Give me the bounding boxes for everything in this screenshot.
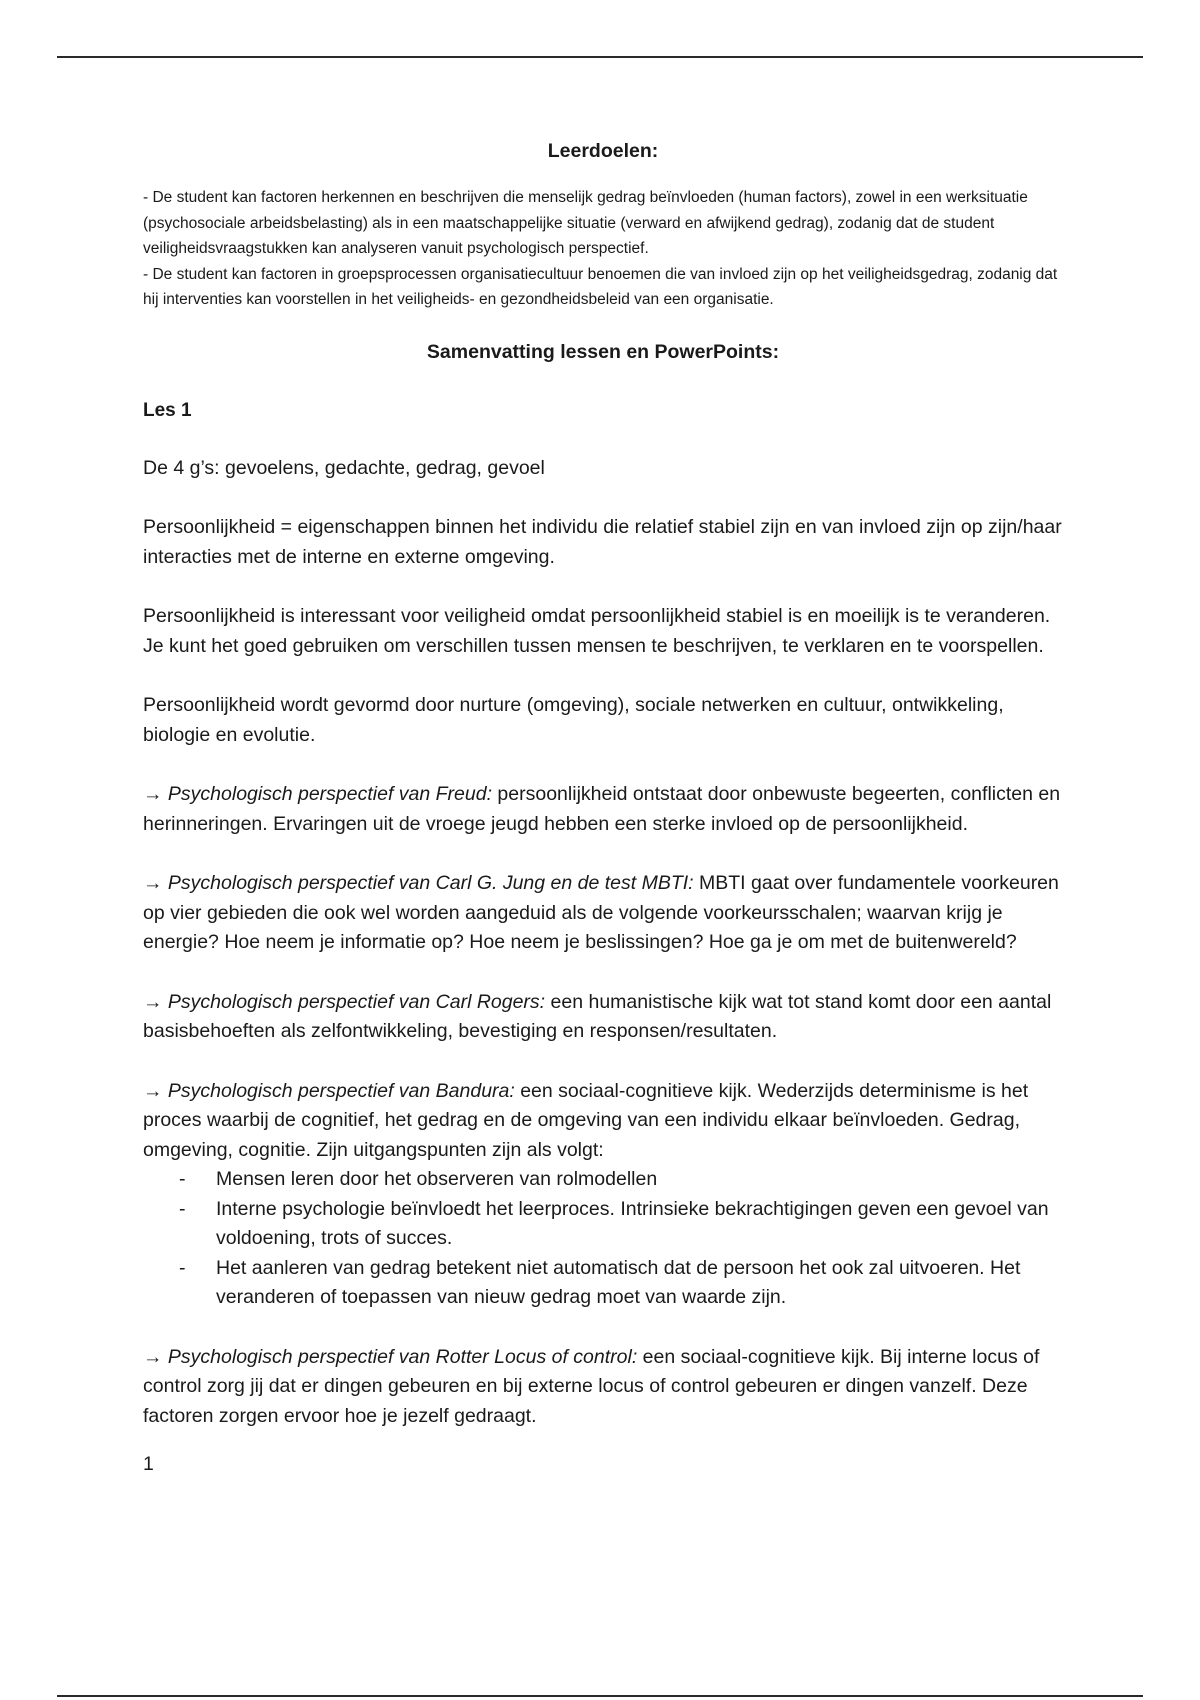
- perspective-lead: Psychologisch perspectief van Carl G. Jung en de test MBTI:: [167, 872, 694, 894]
- dash-icon: -: [179, 1256, 186, 1279]
- summary-title: Samenvatting lessen en PowerPoints:: [426, 340, 780, 363]
- goal-item: - De student kan factoren herkennen en beschrijven die menselijk gedrag beïnvloeden (human factors), zowel in een werksituatie (psychosociale arbeidsbelasting) als in een maatschappelijke situatie (verward en afwijkend gedrag), zodanig dat de student veiligheidsvraagstukken kan analyseren vanuit psychologisch perspectief.: [143, 189, 1028, 257]
- paragraph-formation: Persoonlijkheid wordt gevormd door nurture (omgeving), sociale netwerken en cultuur, ontwikkeling, biologie en evolutie.: [143, 694, 1004, 746]
- footer-rule: [57, 1695, 1143, 1697]
- dash-icon: -: [179, 1197, 186, 1220]
- perspective-text: een sociaal-cognitieve kijk. Wederzijds determinisme is het proces waarbij de cognitief, het gedrag en de omgeving van een individu elkaar beïnvloeden. Gedrag, omgeving, cognitie. Zijn uitgangspunten zijn als volgt:: [143, 1079, 1029, 1161]
- page-number: 1: [143, 1453, 154, 1475]
- page-content: [143, 140, 1063, 1476]
- list-item: [179, 1165, 1063, 1195]
- goals-block: [143, 185, 1063, 313]
- arrow-icon: →: [143, 1079, 168, 1102]
- goal-item: - De student kan factoren in groepsprocessen organisatiecultuur benoemen die van invloed zijn op het veiligheidsgedrag, zodanig dat hij interventies kan voorstellen in het veiligheids- en gezondheidsbeleid van een organisatie.: [143, 265, 1058, 308]
- paragraph-freud: [143, 780, 1063, 839]
- paragraph-jung: [143, 869, 1063, 958]
- perspective-lead: Psychologisch perspectief van Bandura:: [167, 1079, 515, 1102]
- perspective-lead: Psychologisch perspectief van Rotter Locus of control:: [167, 1345, 638, 1368]
- paragraph-rogers: [143, 988, 1063, 1047]
- paragraph-four-gs: De 4 g’s: gevoelens, gedachte, gedrag, gevoel: [143, 456, 545, 479]
- lesson-title: Les 1: [143, 399, 192, 421]
- arrow-icon: →: [143, 1345, 168, 1368]
- paragraph-definition: Persoonlijkheid = eigenschappen binnen het individu die relatief stabiel zijn en van invloed zijn op zijn/haar interacties met de interne en externe omgeving.: [143, 516, 1062, 568]
- perspective-lead: Psychologisch perspectief van Freud:: [167, 783, 493, 805]
- list-item: [179, 1195, 1063, 1254]
- perspective-text: MBTI gaat over fundamentele voorkeuren op vier gebieden die ook wel worden aangeduid als de volgende voorkeursschalen; waarvan krijg je energie? Hoe neem je informatie op? Hoe neem je beslissingen? Hoe ga je om met de buitenwereld?: [143, 872, 1059, 953]
- dash-icon: -: [179, 1168, 186, 1190]
- arrow-icon: →: [143, 990, 168, 1013]
- list-item-text: Interne psychologie beïnvloedt het leerproces. Intrinsieke bekrachtigingen geven een gevoel van voldoening, trots of succes.: [216, 1197, 1049, 1249]
- goals-title: Leerdoelen:: [547, 140, 659, 162]
- list-item-text: Mensen leren door het observeren van rolmodellen: [216, 1168, 658, 1190]
- paragraph-bandura: [143, 1077, 1063, 1166]
- paragraph-safety: Persoonlijkheid is interessant voor veiligheid omdat persoonlijkheid stabiel is en moeilijk is te veranderen. Je kunt het goed gebruiken om verschillen tussen mensen te beschrijven, te verklaren en te voorspellen.: [143, 605, 1051, 657]
- arrow-icon: →: [143, 872, 168, 894]
- bandura-list: [143, 1165, 1063, 1313]
- paragraph-rotter: [143, 1343, 1063, 1432]
- perspective-text: een sociaal-cognitieve kijk. Bij interne locus of control zorg jij dat er dingen gebeuren en bij externe locus of control gebeuren er dingen vanzelf. Deze factoren zorgen ervoor hoe je jezelf gedraagt.: [143, 1345, 1040, 1427]
- header-rule: [57, 56, 1143, 58]
- perspective-lead: Psychologisch perspectief van Carl Rogers:: [167, 990, 546, 1013]
- perspective-text: een humanistische kijk wat tot stand komt door een aantal basisbehoeften als zelfontwikkeling, bevestiging en responsen/resultaten.: [143, 990, 1052, 1042]
- list-item-text: Het aanleren van gedrag betekent niet automatisch dat de persoon het ook zal uitvoeren. Het veranderen of toepassen van nieuw gedrag moet van waarde zijn.: [216, 1256, 1021, 1308]
- list-item: [179, 1254, 1063, 1313]
- arrow-icon: →: [143, 783, 168, 805]
- perspective-text: persoonlijkheid ontstaat door onbewuste begeerten, conflicten en herinneringen. Ervaringen uit de vroege jeugd hebben een sterke invloed op de persoonlijkheid.: [143, 783, 1061, 835]
